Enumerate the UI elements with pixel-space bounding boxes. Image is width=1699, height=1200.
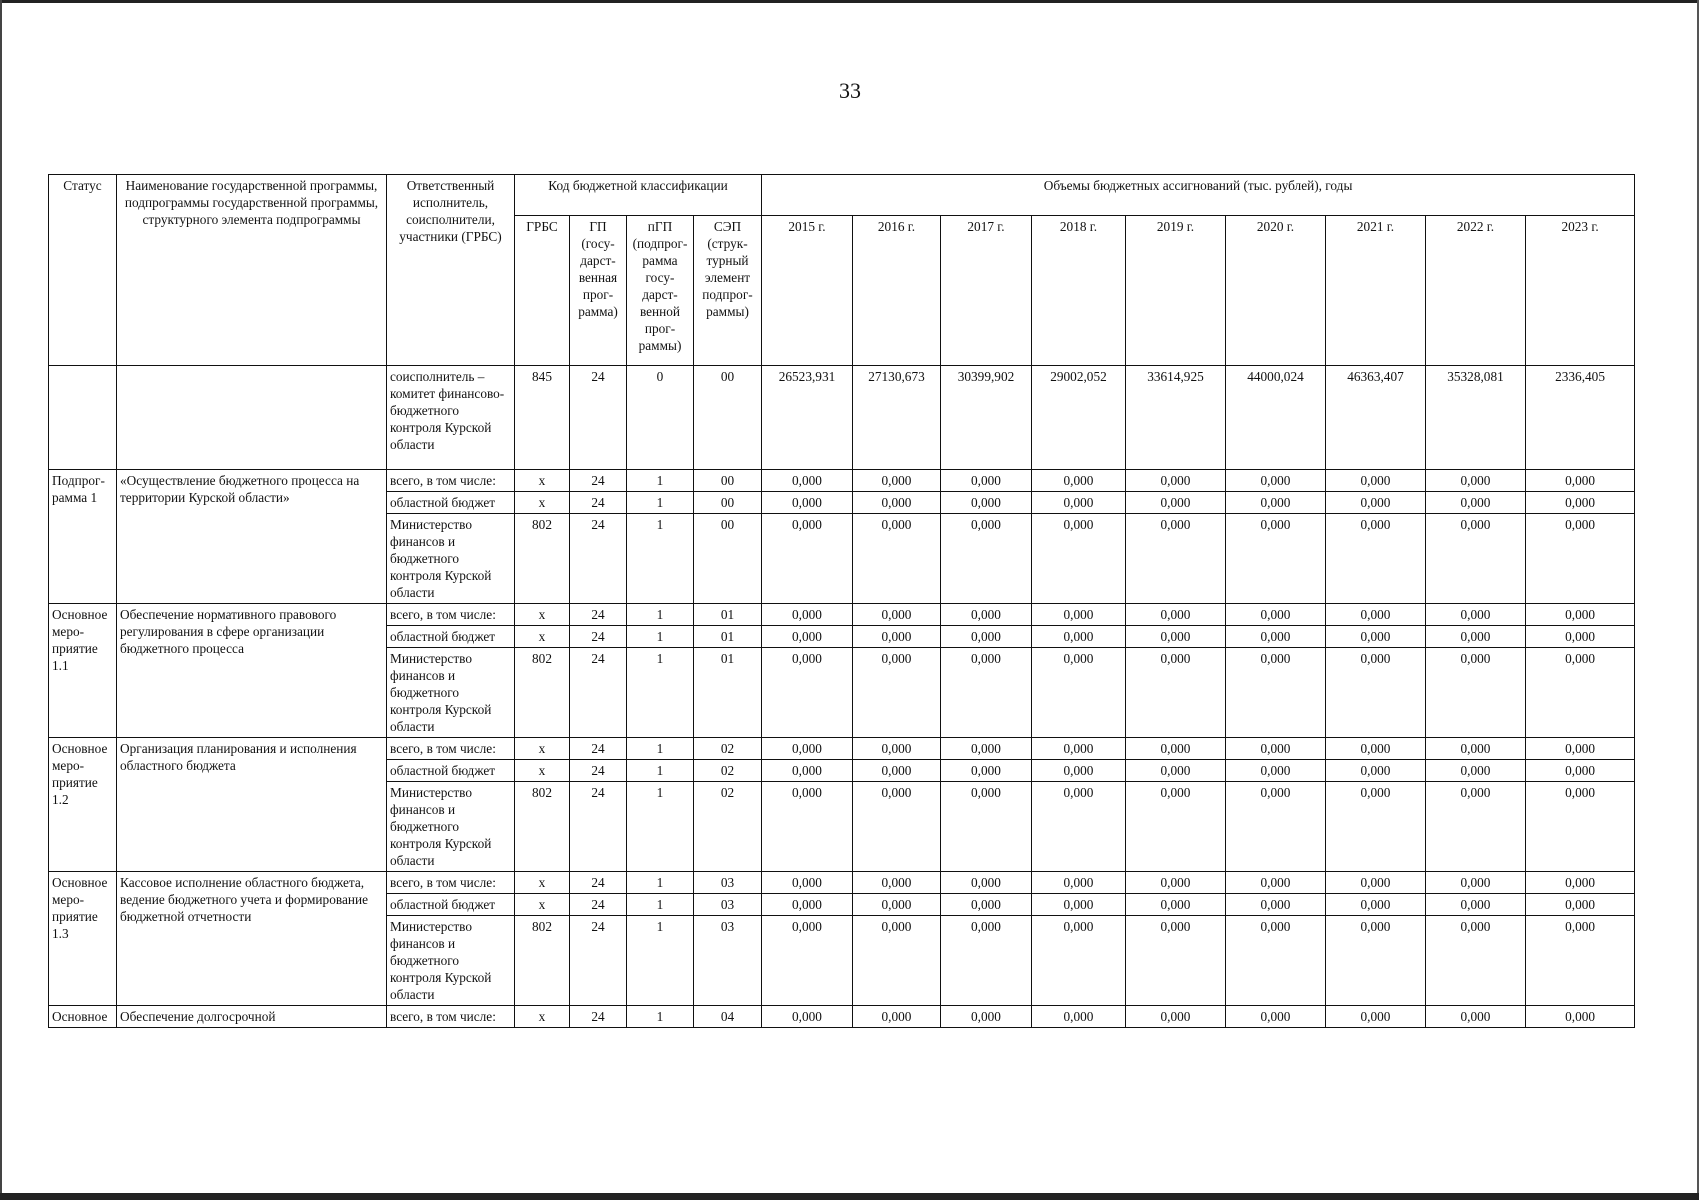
value-cell: 0,000 bbox=[853, 782, 941, 872]
executor-cell: всего, в том числе: bbox=[387, 1006, 515, 1028]
value-cell: 0,000 bbox=[1226, 470, 1326, 492]
grbs-cell: x bbox=[515, 470, 570, 492]
header-year: 2015 г. bbox=[762, 216, 853, 366]
value-cell: 0,000 bbox=[1326, 648, 1426, 738]
value-cell: 0,000 bbox=[853, 470, 941, 492]
value-cell: 0,000 bbox=[1326, 894, 1426, 916]
header-code-group: Код бюджетной классификации bbox=[515, 175, 762, 216]
value-cell: 0,000 bbox=[762, 894, 853, 916]
grbs-cell: 802 bbox=[515, 782, 570, 872]
value-cell: 0,000 bbox=[1126, 626, 1226, 648]
header-gp: ГП (госу-дарст-венная прог-рамма) bbox=[570, 216, 627, 366]
scan-border-left bbox=[0, 0, 2, 1200]
grbs-cell: x bbox=[515, 1006, 570, 1028]
sep-cell: 02 bbox=[694, 738, 762, 760]
value-cell: 0,000 bbox=[762, 760, 853, 782]
value-cell: 0,000 bbox=[1032, 1006, 1126, 1028]
header-year: 2022 г. bbox=[1426, 216, 1526, 366]
grbs-cell: x bbox=[515, 894, 570, 916]
table-row bbox=[49, 1006, 1635, 1028]
pgp-cell: 1 bbox=[627, 916, 694, 1006]
program-name-cell: «Осуществление бюджетного процесса на территории Курской области» bbox=[117, 470, 387, 604]
executor-cell: областной бюджет bbox=[387, 626, 515, 648]
executor-cell: областной бюджет bbox=[387, 492, 515, 514]
value-cell: 0,000 bbox=[1326, 916, 1426, 1006]
header-grbs: ГРБС bbox=[515, 216, 570, 366]
value-cell: 0,000 bbox=[853, 916, 941, 1006]
value-cell: 0,000 bbox=[1032, 916, 1126, 1006]
value-cell: 0,000 bbox=[762, 492, 853, 514]
sep-cell: 00 bbox=[694, 492, 762, 514]
value-cell: 0,000 bbox=[1526, 894, 1635, 916]
value-cell: 0,000 bbox=[941, 626, 1032, 648]
value-cell: 0,000 bbox=[853, 492, 941, 514]
grbs-cell: x bbox=[515, 738, 570, 760]
value-cell: 0,000 bbox=[1032, 514, 1126, 604]
value-cell: 0,000 bbox=[1426, 1006, 1526, 1028]
value-cell: 0,000 bbox=[853, 604, 941, 626]
value-cell: 0,000 bbox=[1426, 782, 1526, 872]
value-cell: 0,000 bbox=[1326, 738, 1426, 760]
value-cell: 0,000 bbox=[1226, 514, 1326, 604]
value-cell: 0,000 bbox=[1326, 872, 1426, 894]
executor-cell: всего, в том числе: bbox=[387, 872, 515, 894]
value-cell: 0,000 bbox=[1326, 492, 1426, 514]
value-cell: 0,000 bbox=[1226, 1006, 1326, 1028]
executor-cell: всего, в том числе: bbox=[387, 604, 515, 626]
value-cell: 0,000 bbox=[1032, 894, 1126, 916]
value-cell: 0,000 bbox=[941, 492, 1032, 514]
sep-cell: 00 bbox=[694, 514, 762, 604]
header-year: 2017 г. bbox=[941, 216, 1032, 366]
value-cell: 35328,081 bbox=[1426, 366, 1526, 470]
value-cell: 0,000 bbox=[762, 872, 853, 894]
sep-cell: 01 bbox=[694, 648, 762, 738]
gp-cell: 24 bbox=[570, 916, 627, 1006]
value-cell: 0,000 bbox=[1226, 916, 1326, 1006]
value-cell: 0,000 bbox=[762, 782, 853, 872]
value-cell: 0,000 bbox=[1526, 738, 1635, 760]
value-cell: 46363,407 bbox=[1326, 366, 1426, 470]
value-cell: 0,000 bbox=[941, 872, 1032, 894]
value-cell: 0,000 bbox=[1526, 514, 1635, 604]
program-name-cell: Кассовое исполнение областного бюджета, ведение бюджетного учета и формирование бюджетной отчетности bbox=[117, 872, 387, 1006]
executor-cell: Министерство финансов и бюджетного контроля Курской области bbox=[387, 916, 515, 1006]
status-cell: Основное меро-приятие 1.3 bbox=[49, 872, 117, 1006]
gp-cell: 24 bbox=[570, 470, 627, 492]
value-cell: 0,000 bbox=[762, 738, 853, 760]
value-cell: 0,000 bbox=[1426, 648, 1526, 738]
header-year: 2020 г. bbox=[1226, 216, 1326, 366]
table-row bbox=[49, 872, 1635, 894]
sep-cell: 01 bbox=[694, 604, 762, 626]
pgp-cell: 1 bbox=[627, 514, 694, 604]
gp-cell: 24 bbox=[570, 366, 627, 470]
executor-cell: областной бюджет bbox=[387, 760, 515, 782]
value-cell: 0,000 bbox=[1426, 760, 1526, 782]
executor-cell: соисполнитель – комитет финансово-бюджетного контроля Курской области bbox=[387, 366, 515, 470]
value-cell: 0,000 bbox=[1032, 648, 1126, 738]
value-cell: 0,000 bbox=[1426, 492, 1526, 514]
sep-cell: 03 bbox=[694, 872, 762, 894]
header-pgp: пГП (подпрог-рамма госу-дарст-венной прог-раммы) bbox=[627, 216, 694, 366]
status-cell bbox=[49, 366, 117, 470]
gp-cell: 24 bbox=[570, 760, 627, 782]
value-cell: 0,000 bbox=[762, 470, 853, 492]
budget-table bbox=[48, 174, 1635, 1028]
sep-cell: 03 bbox=[694, 916, 762, 1006]
grbs-cell: 802 bbox=[515, 916, 570, 1006]
value-cell: 0,000 bbox=[1032, 604, 1126, 626]
value-cell: 27130,673 bbox=[853, 366, 941, 470]
table-row bbox=[49, 470, 1635, 492]
value-cell: 0,000 bbox=[1526, 626, 1635, 648]
value-cell: 0,000 bbox=[1126, 738, 1226, 760]
value-cell: 0,000 bbox=[762, 626, 853, 648]
value-cell: 0,000 bbox=[1526, 648, 1635, 738]
value-cell: 0,000 bbox=[1126, 1006, 1226, 1028]
page-number: 33 bbox=[839, 78, 861, 103]
program-name-cell: Организация планирования и исполнения областного бюджета bbox=[117, 738, 387, 872]
value-cell: 0,000 bbox=[1226, 492, 1326, 514]
value-cell: 0,000 bbox=[941, 782, 1032, 872]
program-name-cell: Обеспечение нормативного правового регулирования в сфере организации бюджетного процесса bbox=[117, 604, 387, 738]
table-body bbox=[49, 366, 1635, 1028]
value-cell: 0,000 bbox=[1126, 782, 1226, 872]
value-cell: 0,000 bbox=[1326, 604, 1426, 626]
value-cell: 0,000 bbox=[1526, 872, 1635, 894]
value-cell: 26523,931 bbox=[762, 366, 853, 470]
header-name: Наименование государственной программы, подпрограммы государственной программы, структурного элемента подпрограммы bbox=[117, 175, 387, 366]
value-cell: 0,000 bbox=[1326, 782, 1426, 872]
value-cell: 0,000 bbox=[1426, 470, 1526, 492]
header-sep: СЭП (струк-турный элемент подпрог-раммы) bbox=[694, 216, 762, 366]
value-cell: 0,000 bbox=[853, 894, 941, 916]
gp-cell: 24 bbox=[570, 626, 627, 648]
value-cell: 0,000 bbox=[1526, 782, 1635, 872]
value-cell: 0,000 bbox=[1226, 782, 1326, 872]
value-cell: 0,000 bbox=[853, 738, 941, 760]
gp-cell: 24 bbox=[570, 648, 627, 738]
value-cell: 0,000 bbox=[1226, 872, 1326, 894]
gp-cell: 24 bbox=[570, 604, 627, 626]
value-cell: 0,000 bbox=[853, 760, 941, 782]
value-cell: 0,000 bbox=[762, 514, 853, 604]
gp-cell: 24 bbox=[570, 514, 627, 604]
value-cell: 29002,052 bbox=[1032, 366, 1126, 470]
value-cell: 0,000 bbox=[941, 894, 1032, 916]
grbs-cell: 802 bbox=[515, 648, 570, 738]
value-cell: 0,000 bbox=[941, 470, 1032, 492]
status-cell: Основное меро-приятие 1.2 bbox=[49, 738, 117, 872]
value-cell: 0,000 bbox=[1226, 604, 1326, 626]
value-cell: 30399,902 bbox=[941, 366, 1032, 470]
grbs-cell: x bbox=[515, 872, 570, 894]
pgp-cell: 1 bbox=[627, 760, 694, 782]
executor-cell: Министерство финансов и бюджетного контроля Курской области bbox=[387, 514, 515, 604]
value-cell: 0,000 bbox=[1126, 492, 1226, 514]
grbs-cell: x bbox=[515, 492, 570, 514]
pgp-cell: 1 bbox=[627, 648, 694, 738]
grbs-cell: 802 bbox=[515, 514, 570, 604]
grbs-cell: x bbox=[515, 760, 570, 782]
sep-cell: 02 bbox=[694, 760, 762, 782]
value-cell: 0,000 bbox=[853, 872, 941, 894]
value-cell: 0,000 bbox=[1126, 514, 1226, 604]
value-cell: 0,000 bbox=[1526, 760, 1635, 782]
value-cell: 0,000 bbox=[762, 604, 853, 626]
sep-cell: 02 bbox=[694, 782, 762, 872]
value-cell: 0,000 bbox=[1226, 626, 1326, 648]
gp-cell: 24 bbox=[570, 782, 627, 872]
value-cell: 0,000 bbox=[1526, 1006, 1635, 1028]
program-name-cell: Обеспечение долгосрочной bbox=[117, 1006, 387, 1028]
gp-cell: 24 bbox=[570, 738, 627, 760]
value-cell: 0,000 bbox=[1326, 1006, 1426, 1028]
value-cell: 0,000 bbox=[941, 604, 1032, 626]
scan-border-top bbox=[0, 0, 1699, 3]
value-cell: 0,000 bbox=[1426, 872, 1526, 894]
header-year: 2016 г. bbox=[853, 216, 941, 366]
gp-cell: 24 bbox=[570, 492, 627, 514]
program-name-cell bbox=[117, 366, 387, 470]
table-header bbox=[49, 175, 1635, 366]
value-cell: 0,000 bbox=[853, 648, 941, 738]
value-cell: 0,000 bbox=[1326, 514, 1426, 604]
value-cell: 0,000 bbox=[1126, 604, 1226, 626]
value-cell: 0,000 bbox=[941, 760, 1032, 782]
grbs-cell: x bbox=[515, 626, 570, 648]
value-cell: 0,000 bbox=[853, 1006, 941, 1028]
value-cell: 0,000 bbox=[1226, 738, 1326, 760]
value-cell: 0,000 bbox=[941, 738, 1032, 760]
value-cell: 0,000 bbox=[1326, 626, 1426, 648]
value-cell: 44000,024 bbox=[1226, 366, 1326, 470]
pgp-cell: 1 bbox=[627, 894, 694, 916]
value-cell: 0,000 bbox=[1032, 738, 1126, 760]
pgp-cell: 1 bbox=[627, 604, 694, 626]
value-cell: 0,000 bbox=[941, 648, 1032, 738]
sep-cell: 00 bbox=[694, 366, 762, 470]
table-row bbox=[49, 738, 1635, 760]
gp-cell: 24 bbox=[570, 894, 627, 916]
gp-cell: 24 bbox=[570, 872, 627, 894]
pgp-cell: 1 bbox=[627, 782, 694, 872]
executor-cell: всего, в том числе: bbox=[387, 738, 515, 760]
table-row bbox=[49, 366, 1635, 470]
executor-cell: областной бюджет bbox=[387, 894, 515, 916]
value-cell: 0,000 bbox=[941, 916, 1032, 1006]
header-volumes-group: Объемы бюджетных ассигнований (тыс. рублей), годы bbox=[762, 175, 1635, 216]
value-cell: 0,000 bbox=[1126, 916, 1226, 1006]
value-cell: 0,000 bbox=[1032, 872, 1126, 894]
grbs-cell: x bbox=[515, 604, 570, 626]
value-cell: 0,000 bbox=[1326, 470, 1426, 492]
pgp-cell: 1 bbox=[627, 1006, 694, 1028]
value-cell: 0,000 bbox=[853, 626, 941, 648]
pgp-cell: 1 bbox=[627, 626, 694, 648]
header-year: 2021 г. bbox=[1326, 216, 1426, 366]
gp-cell: 24 bbox=[570, 1006, 627, 1028]
value-cell: 0,000 bbox=[1126, 760, 1226, 782]
value-cell: 0,000 bbox=[762, 916, 853, 1006]
value-cell: 33614,925 bbox=[1126, 366, 1226, 470]
sep-cell: 01 bbox=[694, 626, 762, 648]
value-cell: 0,000 bbox=[941, 1006, 1032, 1028]
value-cell: 2336,405 bbox=[1526, 366, 1635, 470]
pgp-cell: 0 bbox=[627, 366, 694, 470]
header-year: 2023 г. bbox=[1526, 216, 1635, 366]
header-executor: Ответственный исполнитель, соисполнители, участники (ГРБС) bbox=[387, 175, 515, 366]
value-cell: 0,000 bbox=[1326, 760, 1426, 782]
value-cell: 0,000 bbox=[1032, 760, 1126, 782]
value-cell: 0,000 bbox=[1526, 916, 1635, 1006]
pgp-cell: 1 bbox=[627, 738, 694, 760]
value-cell: 0,000 bbox=[762, 648, 853, 738]
value-cell: 0,000 bbox=[1032, 470, 1126, 492]
value-cell: 0,000 bbox=[1126, 872, 1226, 894]
value-cell: 0,000 bbox=[1032, 626, 1126, 648]
value-cell: 0,000 bbox=[941, 514, 1032, 604]
value-cell: 0,000 bbox=[1032, 782, 1126, 872]
status-cell: Основное bbox=[49, 1006, 117, 1028]
pgp-cell: 1 bbox=[627, 470, 694, 492]
executor-cell: Министерство финансов и бюджетного контроля Курской области bbox=[387, 648, 515, 738]
executor-cell: Министерство финансов и бюджетного контроля Курской области bbox=[387, 782, 515, 872]
value-cell: 0,000 bbox=[1226, 648, 1326, 738]
pgp-cell: 1 bbox=[627, 492, 694, 514]
value-cell: 0,000 bbox=[762, 1006, 853, 1028]
value-cell: 0,000 bbox=[1426, 894, 1526, 916]
sep-cell: 00 bbox=[694, 470, 762, 492]
value-cell: 0,000 bbox=[1126, 648, 1226, 738]
value-cell: 0,000 bbox=[1226, 894, 1326, 916]
status-cell: Основное меро-приятие 1.1 bbox=[49, 604, 117, 738]
sep-cell: 04 bbox=[694, 1006, 762, 1028]
executor-cell: всего, в том числе: bbox=[387, 470, 515, 492]
value-cell: 0,000 bbox=[1426, 604, 1526, 626]
value-cell: 0,000 bbox=[1126, 470, 1226, 492]
value-cell: 0,000 bbox=[1426, 514, 1526, 604]
grbs-cell: 845 bbox=[515, 366, 570, 470]
header-status: Статус bbox=[49, 175, 117, 366]
scan-border-bottom bbox=[0, 1193, 1699, 1200]
value-cell: 0,000 bbox=[853, 514, 941, 604]
header-year: 2018 г. bbox=[1032, 216, 1126, 366]
sep-cell: 03 bbox=[694, 894, 762, 916]
value-cell: 0,000 bbox=[1426, 626, 1526, 648]
header-year: 2019 г. bbox=[1126, 216, 1226, 366]
value-cell: 0,000 bbox=[1426, 738, 1526, 760]
value-cell: 0,000 bbox=[1126, 894, 1226, 916]
value-cell: 0,000 bbox=[1526, 604, 1635, 626]
value-cell: 0,000 bbox=[1526, 492, 1635, 514]
table-row bbox=[49, 604, 1635, 626]
pgp-cell: 1 bbox=[627, 872, 694, 894]
value-cell: 0,000 bbox=[1426, 916, 1526, 1006]
value-cell: 0,000 bbox=[1526, 470, 1635, 492]
value-cell: 0,000 bbox=[1032, 492, 1126, 514]
status-cell: Подпрог-рамма 1 bbox=[49, 470, 117, 604]
value-cell: 0,000 bbox=[1226, 760, 1326, 782]
